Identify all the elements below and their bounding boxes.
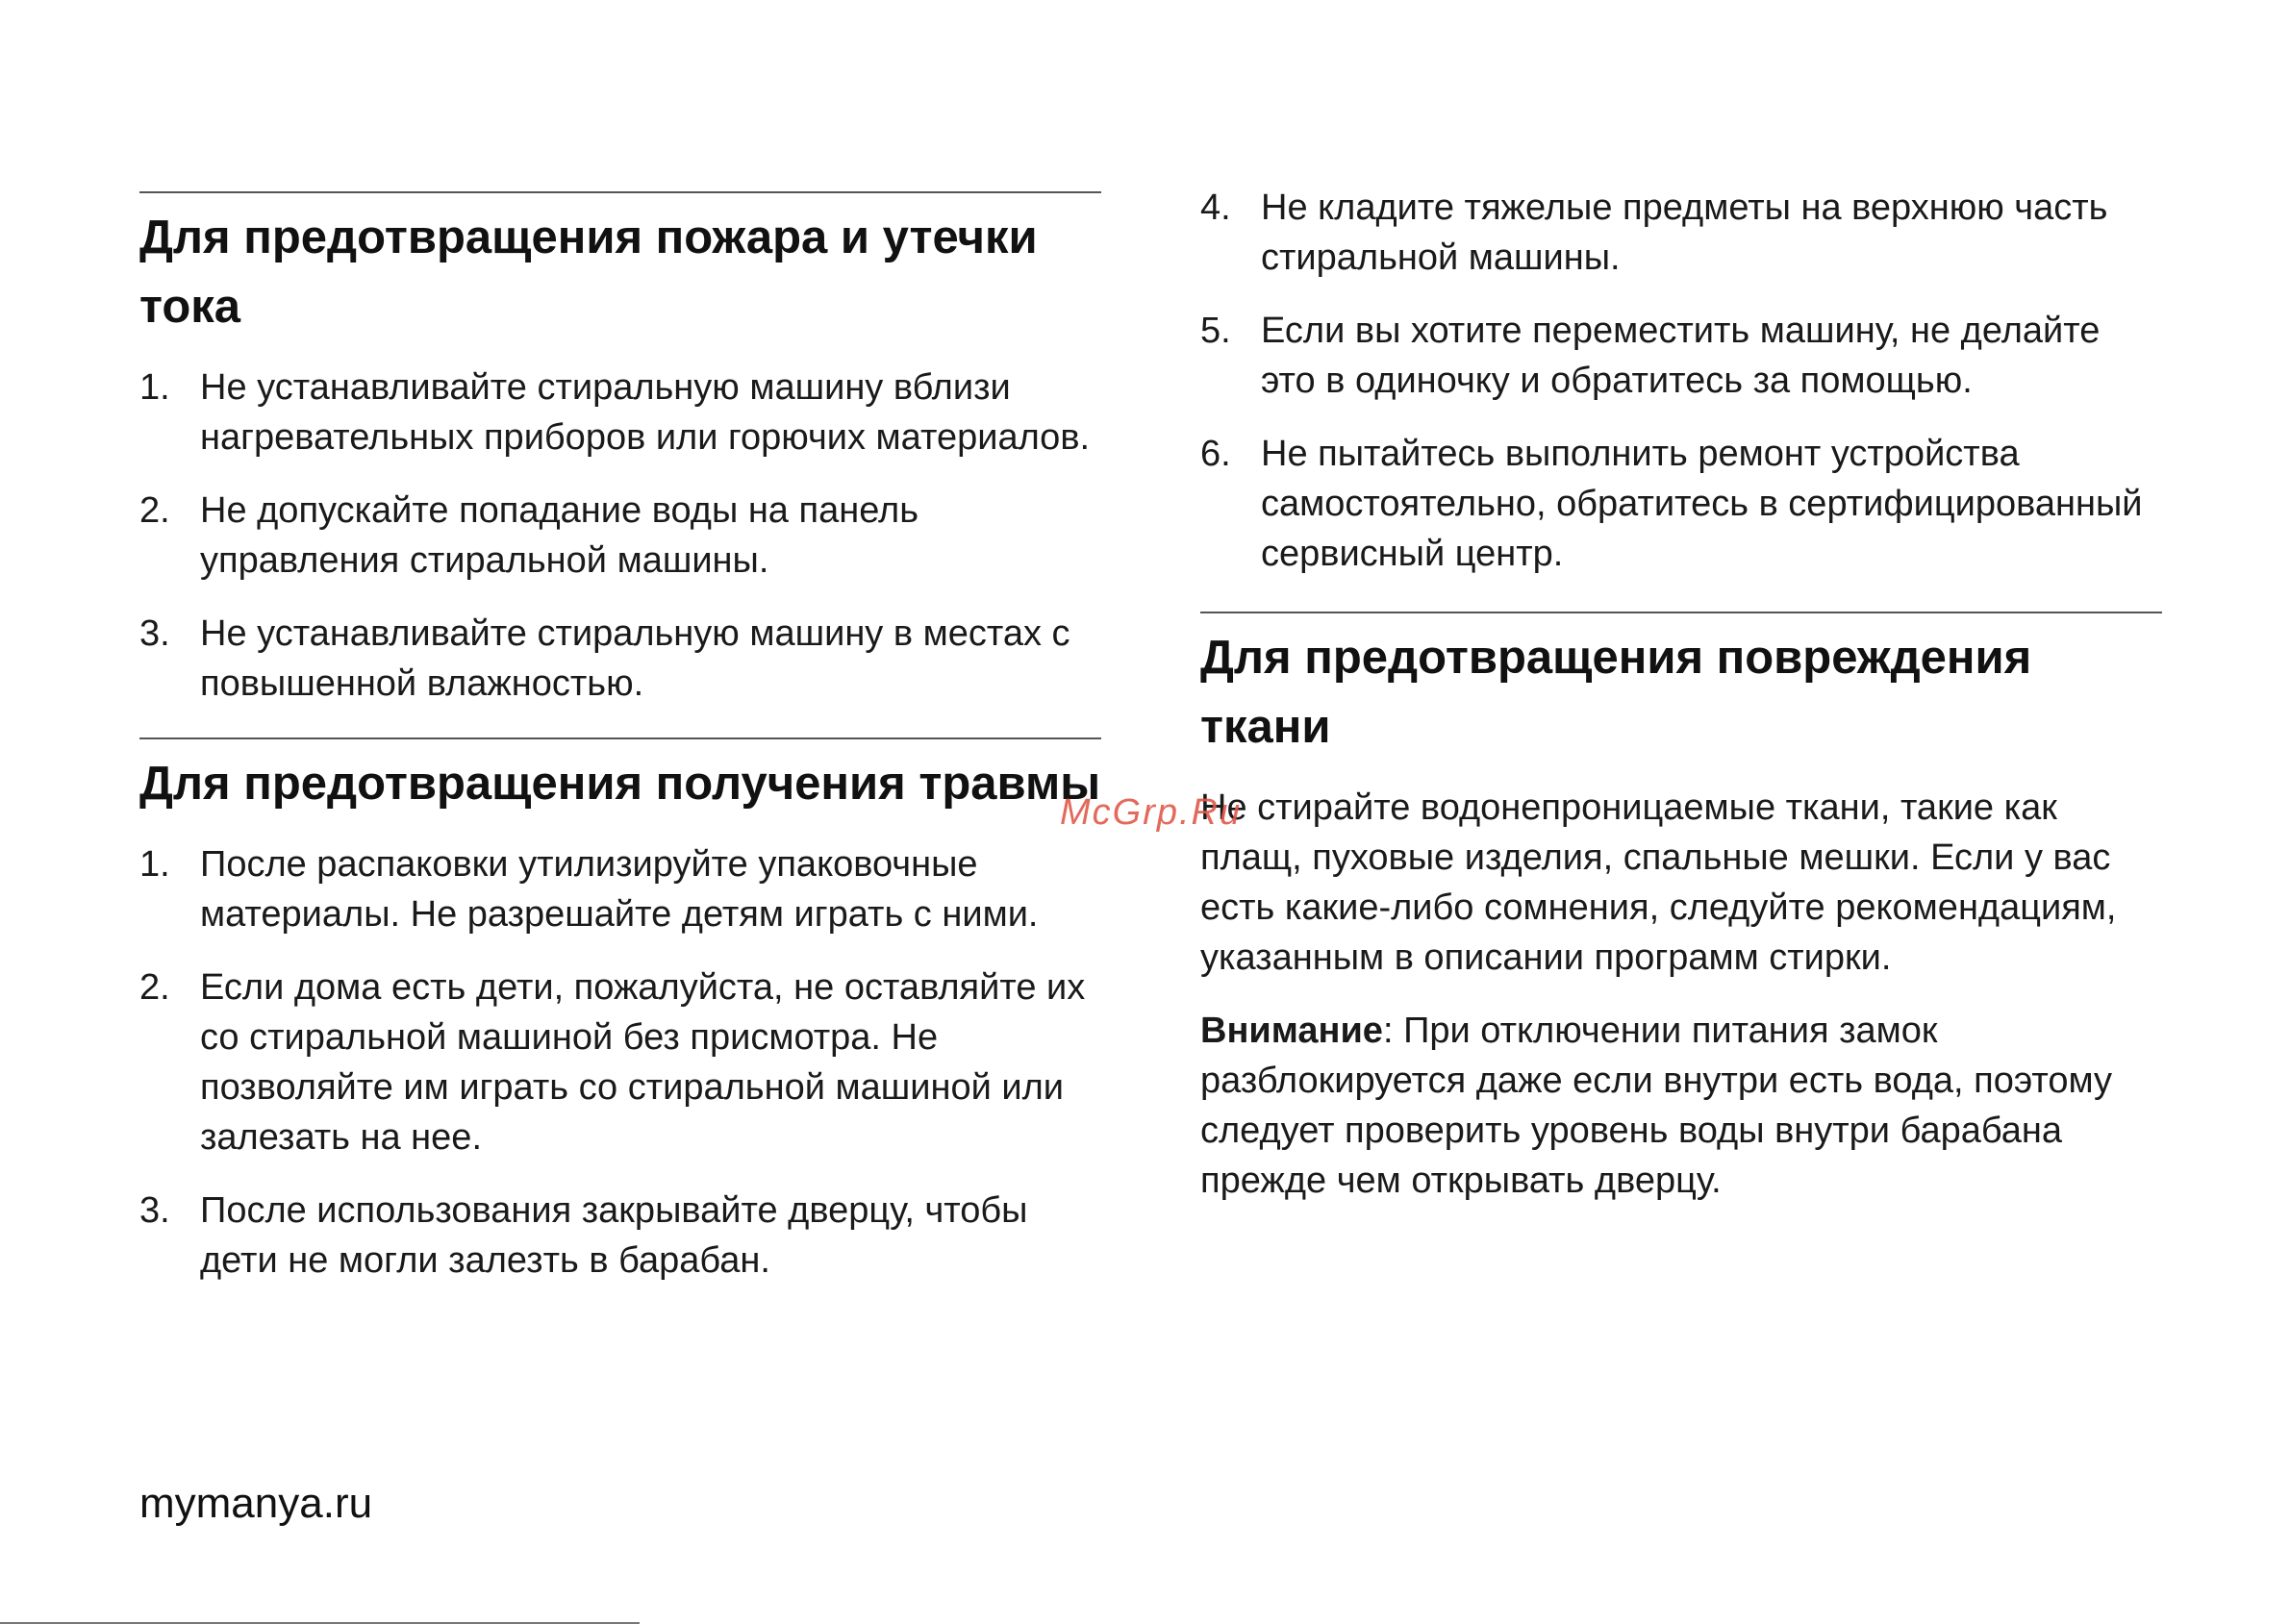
- fire-instructions-list: [139, 362, 1101, 709]
- list-item: [139, 962, 1101, 1162]
- item-text: Не устанавливайте стиральную машину вблизи нагревательных приборов или горючих материалов.: [200, 367, 1091, 458]
- section-divider: [1200, 612, 2162, 613]
- injury-instructions-list-continued: [1200, 183, 2162, 579]
- item-number: 1.: [139, 844, 170, 885]
- fire-prevention-section: [139, 191, 1101, 709]
- item-number: 2.: [139, 967, 170, 1008]
- fire-section-title: Для предотвращения пожара и утечки тока: [139, 212, 1038, 333]
- list-item: [139, 486, 1101, 586]
- item-number: 4.: [1200, 187, 1231, 228]
- fabric-section-title: Для предотвращения повреждения ткани: [1200, 632, 2032, 753]
- fabric-paragraph: Не стирайте водонепроницаемые ткани, такие как плащ, пуховые изделия, спальные мешки. Если у вас есть какие-либо сомнения, следуйте рекомендациям, указанным в описании программ стирки.: [1200, 787, 2117, 978]
- warning-paragraph: [1200, 1006, 2162, 1206]
- injury-prevention-section: [139, 737, 1101, 1286]
- item-text: Если вы хотите переместить машину, не делайте это в одиночку и обратитесь за помощью.: [1261, 311, 2101, 401]
- list-item: [139, 1186, 1101, 1286]
- right-column: [1200, 183, 2162, 1229]
- list-item: [1200, 429, 2162, 579]
- list-item: [139, 609, 1101, 709]
- list-item: [1200, 306, 2162, 406]
- item-text: После использования закрывайте дверцу, чтобы дети не могли залезть в барабан.: [200, 1190, 1028, 1281]
- injury-prevention-continued: [1200, 183, 2162, 579]
- injury-section-title: Для предотвращения получения травмы: [139, 758, 1101, 810]
- item-number: 2.: [139, 490, 170, 531]
- item-number: 6.: [1200, 434, 1231, 474]
- list-item: [139, 362, 1101, 462]
- item-number: 5.: [1200, 311, 1231, 351]
- section-divider: [139, 191, 1101, 193]
- item-number: 3.: [139, 613, 170, 654]
- warning-text: : При отключении питания замок разблокируется даже если внутри есть вода, поэтому следует проверить уровень воды внутри барабана прежде чем открывать дверцу.: [1200, 1011, 2113, 1201]
- item-text: Не устанавливайте стиральную машину в местах с повышенной влажностью.: [200, 613, 1070, 704]
- item-number: 3.: [139, 1190, 170, 1231]
- footer-site-name: mymanya.ru: [139, 1480, 373, 1527]
- fabric-damage-section: [1200, 612, 2162, 1206]
- item-number: 1.: [139, 367, 170, 408]
- injury-instructions-list: [139, 839, 1101, 1286]
- left-column: [139, 191, 1101, 1309]
- watermark: McGrp.Ru: [1060, 792, 1243, 833]
- item-text: Не допускайте попадание воды на панель управления стиральной машины.: [200, 490, 919, 581]
- section-divider: [139, 737, 1101, 739]
- item-text: Если дома есть дети, пожалуйста, не оставляйте их со стиральной машиной без присмотра. Не позволяйте им играть со стиральной машиной или залезать на нее.: [200, 967, 1086, 1158]
- item-text: Не пытайтесь выполнить ремонт устройства самостоятельно, обратитесь в сертифицированный сервисный центр.: [1261, 434, 2143, 574]
- list-item: [1200, 183, 2162, 283]
- item-text: Не кладите тяжелые предметы на верхнюю часть стиральной машины.: [1261, 187, 2108, 278]
- item-text: После распаковки утилизируйте упаковочные материалы. Не разрешайте детям играть с ними.: [200, 844, 1039, 935]
- warning-label: Внимание: [1200, 1011, 1383, 1051]
- list-item: [139, 839, 1101, 939]
